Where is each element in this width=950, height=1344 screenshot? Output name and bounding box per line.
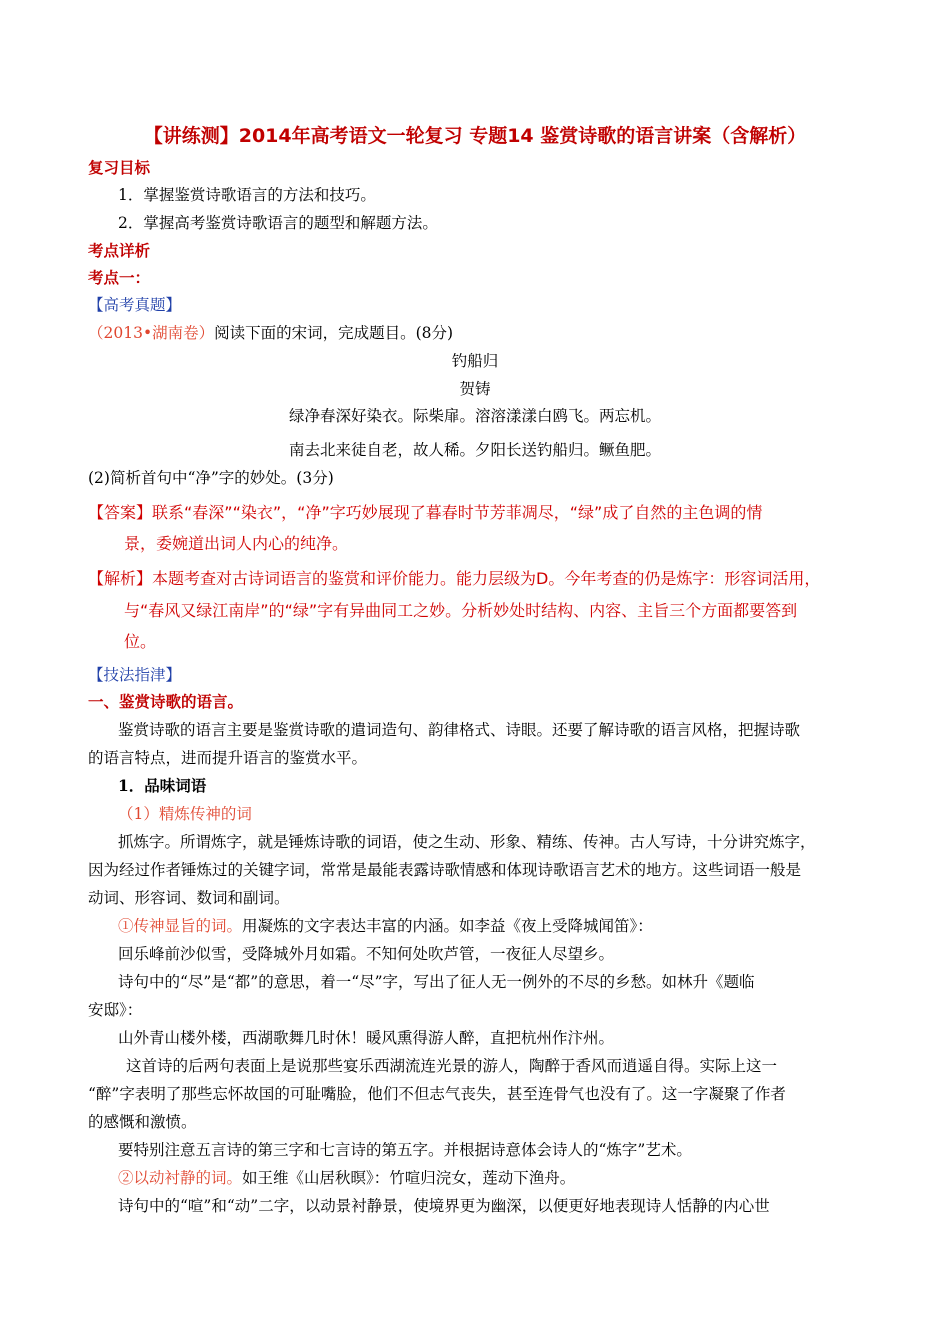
paragraph-2-line-3: 动词、形容词、数词和副词。	[88, 889, 290, 907]
answer-line-2: 景，委婉道出词人内心的纯净。	[124, 534, 349, 553]
poem-author: 贺铸	[459, 380, 491, 398]
poem-title: 钓船归	[451, 352, 499, 370]
point-heading: 考点一：	[88, 268, 151, 287]
goals-heading: 复习目标	[88, 158, 151, 177]
explanation-line-3: 位。	[124, 632, 157, 651]
paragraph-3-line-1: 诗句中的“尽”是“都”的意思，着一“尽”字，写出了征人无一例外的不尽的乡愁。如林升《题临	[118, 973, 755, 991]
poem-line-2: 南去北来徒自老，故人稀。夕阳长送钓船归。鳜鱼肥。	[288, 441, 661, 459]
paragraph-1-line-2: 的语言特点，进而提升语言的鉴赏水平。	[88, 749, 368, 767]
exam-question-intro	[88, 323, 862, 343]
paragraph-4-line-1: 这首诗的后两句表面上是说那些宴乐西湖流连光景的游人，陶醉于香风而逍遥自得。实际上这一	[126, 1057, 778, 1075]
poem-quote-2: 回乐峰前沙似雪，受降城外月如霜。不知何处吹芦管，一夜征人尽望乡。	[118, 945, 615, 963]
goal-item-2: 2．掌握高考鉴赏诗歌语言的题型和解题方法。	[118, 214, 438, 232]
poem-line-1: 绿净春深好染衣。际柴扉。溶溶漾漾白鸥飞。两忘机。	[288, 407, 661, 425]
paragraph-4-line-3: 的感慨和激愤。	[88, 1113, 197, 1131]
item-2-text: 如王维《山居秋暝》：竹喧归浣女，莲动下渔舟。	[242, 1169, 576, 1187]
exam-prompt: 阅读下面的宋词，完成题目。(8分)	[214, 324, 454, 342]
paragraph-6-line-1: 诗句中的“喧”和“动”二字，以动景衬静景，使境界更为幽深，以便更好地表现诗人恬静的内心世	[118, 1197, 770, 1215]
item-1-text: 用凝炼的文字表达丰富的内涵。如李益《夜上受降城闻笛》：	[242, 917, 653, 935]
paragraph-2-line-2: 因为经过作者锤炼过的关键字词，常常是最能表露诗歌情感和体现诗歌语言艺术的地方。这些词语一般是	[88, 861, 802, 879]
paragraph-5: 要特别注意五言诗的第三字和七言诗的第五字。并根据诗意体会诗人的“炼字”艺术。	[118, 1141, 692, 1159]
explanation-line-2: 与“春风又绿江南岸”的“绿”字有异曲同工之妙。分析妙处时结构、内容、主旨三个方面都要答到	[124, 601, 798, 620]
item-1	[88, 916, 862, 936]
subsection-1-heading: 1．品味词语	[118, 776, 207, 795]
poem-quote-3: 山外青山楼外楼，西湖歌舞几时休！暖风熏得游人醉，直把杭州作汴州。	[118, 1029, 615, 1047]
question-text: (2)简析首句中“净”字的妙处。(3分)	[88, 469, 334, 487]
paragraph-4-line-2: “醉”字表明了那些忘怀故国的可耻嘴脸，他们不但志气丧失，甚至连骨气也没有了。这一字凝聚了作者	[88, 1085, 786, 1103]
item-2-label: ②以动衬静的词。	[118, 1169, 243, 1187]
answer-line-1: 【答案】联系“春深”“染衣”，“净”字巧妙展现了暮春时节芳菲凋尽，“绿”成了自然的主色调的情	[88, 503, 763, 522]
document-title: 【讲练测】2014年高考语文一轮复习 专题14 鉴赏诗歌的语言讲案（含解析）	[143, 125, 807, 147]
section-1-heading: 一、鉴赏诗歌的语言。	[88, 692, 244, 711]
exam-tag: 【高考真题】	[88, 296, 182, 314]
exam-source: （2013•湖南卷）	[88, 324, 215, 342]
goal-item-1: 1．掌握鉴赏诗歌语言的方法和技巧。	[118, 186, 376, 204]
paragraph-2-line-1: 抓炼字。所谓炼字，就是锤炼诗歌的词语，使之生动、形象、精练、传神。古人写诗，十分讲究炼字，	[118, 833, 816, 851]
analysis-heading: 考点详析	[88, 241, 151, 260]
explanation-line-1: 【解析】本题考查对古诗词语言的鉴赏和评价能力。能力层级为D。今年考查的仍是炼字：形容词活用，	[88, 569, 821, 588]
subsection-1a-heading: （1）精炼传神的词	[118, 805, 252, 823]
tips-tag: 【技法指津】	[88, 666, 182, 684]
item-2	[88, 1168, 862, 1188]
paragraph-1-line-1: 鉴赏诗歌的语言主要是鉴赏诗歌的遣词造句、韵律格式、诗眼。还要了解诗歌的语言风格，把握诗歌	[118, 721, 801, 739]
item-1-label: ①传神显旨的词。	[118, 917, 243, 935]
paragraph-3-line-2: 安邸》：	[88, 1001, 143, 1019]
